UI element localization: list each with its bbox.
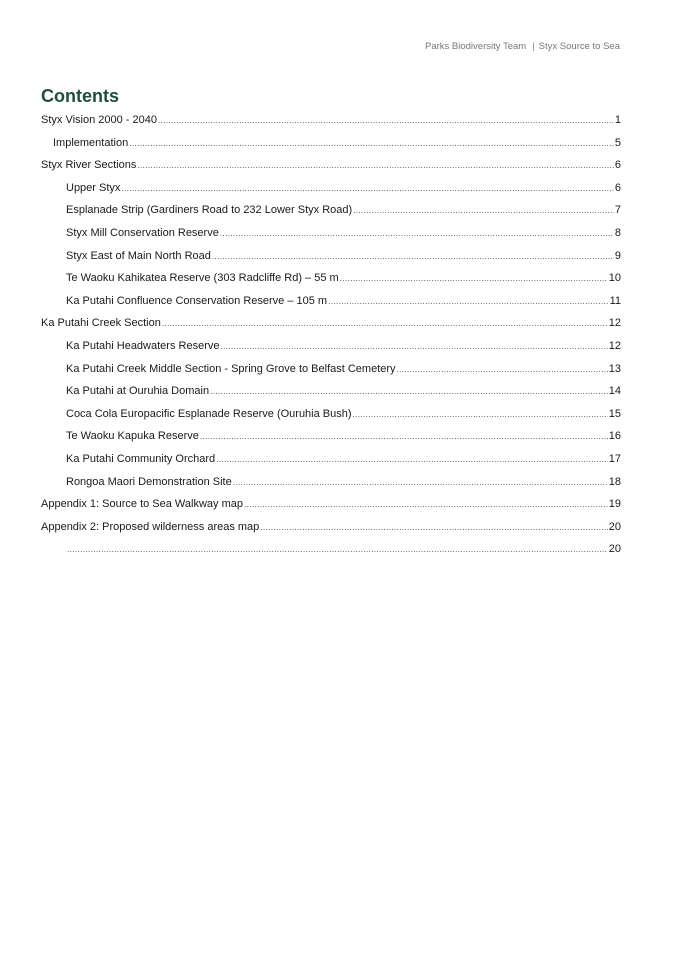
toc-entry-label: Ka Putahi Community Orchard bbox=[66, 452, 216, 465]
toc-dot-leader bbox=[220, 338, 607, 356]
toc-dot-leader bbox=[353, 202, 614, 220]
toc-entry[interactable] bbox=[41, 518, 621, 541]
toc-page-number: 11 bbox=[609, 294, 621, 307]
toc-dot-leader bbox=[353, 406, 608, 424]
toc-entry[interactable] bbox=[41, 473, 621, 496]
toc-entry[interactable] bbox=[41, 495, 621, 518]
toc-entry-label: Ka Putahi Creek Section bbox=[41, 317, 161, 330]
toc-page-number: 17 bbox=[608, 452, 621, 465]
toc-page-number: 15 bbox=[608, 407, 621, 420]
toc-page-number: 18 bbox=[608, 475, 621, 488]
toc-entry-label: Ka Putahi at Ouruhia Domain bbox=[66, 385, 210, 398]
toc-dot-leader bbox=[162, 315, 608, 333]
toc-entry-label: Styx Mill Conservation Reserve bbox=[66, 226, 219, 239]
toc-page-number: 12 bbox=[608, 339, 621, 352]
toc-entry[interactable] bbox=[41, 111, 621, 134]
toc-entry-label: Te Waoku Kapuka Reserve bbox=[66, 430, 199, 443]
toc-entry-label: Styx River Sections bbox=[41, 159, 137, 172]
toc-dot-leader bbox=[220, 225, 614, 243]
toc-dot-leader bbox=[129, 135, 614, 153]
toc-page-number: 1 bbox=[614, 114, 621, 126]
toc-entry-label: Implementation bbox=[53, 136, 129, 149]
toc-entry[interactable] bbox=[41, 201, 621, 224]
toc-dot-leader bbox=[67, 541, 608, 559]
toc-page-number: 7 bbox=[614, 204, 621, 217]
toc-dot-leader bbox=[340, 270, 608, 288]
toc-dot-leader bbox=[216, 451, 608, 469]
toc-page-number: 13 bbox=[608, 362, 621, 375]
toc-entry[interactable] bbox=[41, 540, 621, 563]
toc-page-number: 6 bbox=[614, 181, 621, 194]
toc-dot-leader bbox=[210, 383, 608, 401]
toc-page-number: 5 bbox=[614, 136, 621, 149]
toc-page-number: 20 bbox=[608, 543, 621, 556]
toc-title: Contents bbox=[41, 86, 119, 106]
toc-entry[interactable] bbox=[41, 179, 621, 202]
table-of-contents bbox=[41, 111, 621, 563]
toc-entry[interactable] bbox=[41, 427, 621, 450]
toc-page-number: 14 bbox=[608, 385, 621, 398]
header-separator: | bbox=[532, 41, 535, 52]
toc-entry-label: Styx Vision 2000 - 2040 bbox=[41, 114, 157, 126]
toc-entry-label: Esplanade Strip (Gardiners Road to 232 Lower Styx Road) bbox=[66, 204, 353, 217]
toc-entry[interactable] bbox=[41, 450, 621, 473]
toc-page-number: 20 bbox=[608, 520, 621, 533]
toc-entry[interactable] bbox=[41, 292, 621, 315]
toc-dot-leader bbox=[212, 248, 614, 266]
toc-entry-label: Styx East of Main North Road bbox=[66, 249, 211, 262]
toc-entry-label: Rongoa Maori Demonstration Site bbox=[66, 475, 232, 488]
toc-page-number: 10 bbox=[608, 272, 621, 285]
toc-entry[interactable] bbox=[41, 269, 621, 292]
toc-dot-leader bbox=[328, 293, 608, 311]
header-team: Parks Biodiversity Team bbox=[425, 41, 527, 52]
toc-dot-leader bbox=[260, 519, 607, 537]
toc-page-number: 6 bbox=[614, 159, 621, 172]
toc-page-number: 9 bbox=[614, 249, 621, 262]
toc-dot-leader bbox=[137, 157, 614, 175]
toc-dot-leader bbox=[158, 112, 614, 130]
toc-page-number: 8 bbox=[614, 226, 621, 239]
toc-entry[interactable] bbox=[41, 360, 621, 383]
toc-entry-label: Te Waoku Kahikatea Reserve (303 Radcliffe Rd) – 55 m bbox=[66, 272, 339, 285]
toc-dot-leader bbox=[233, 474, 608, 492]
toc-entry[interactable] bbox=[41, 247, 621, 270]
toc-dot-leader bbox=[200, 428, 608, 446]
toc-entry[interactable] bbox=[41, 134, 621, 157]
toc-entry-label: Ka Putahi Creek Middle Section - Spring Grove to Belfast Cemetery bbox=[66, 362, 396, 375]
toc-entry[interactable] bbox=[41, 314, 621, 337]
header-project: Styx Source to Sea bbox=[538, 41, 620, 52]
toc-dot-leader bbox=[244, 496, 608, 514]
toc-entry-label: Appendix 1: Source to Sea Walkway map bbox=[41, 498, 243, 511]
toc-dot-leader bbox=[397, 361, 608, 379]
toc-entry[interactable] bbox=[41, 156, 621, 179]
toc-entry[interactable] bbox=[41, 337, 621, 360]
toc-entry[interactable] bbox=[41, 382, 621, 405]
page-header bbox=[425, 41, 620, 52]
toc-page-number: 16 bbox=[608, 430, 621, 443]
toc-entry-label: Ka Putahi Confluence Conservation Reserve – 105 m bbox=[66, 294, 328, 307]
toc-entry-label: Upper Styx bbox=[66, 181, 121, 194]
toc-entry-label: Coca Cola Europacific Esplanade Reserve (Ouruhia Bush) bbox=[66, 407, 352, 420]
toc-page-number: 19 bbox=[608, 498, 621, 511]
toc-entry[interactable] bbox=[41, 405, 621, 428]
toc-page-number: 12 bbox=[608, 317, 621, 330]
toc-entry[interactable] bbox=[41, 224, 621, 247]
toc-entry-label: Appendix 2: Proposed wilderness areas map bbox=[41, 520, 260, 533]
toc-dot-leader bbox=[121, 180, 613, 198]
toc-entry-label: Ka Putahi Headwaters Reserve bbox=[66, 339, 220, 352]
